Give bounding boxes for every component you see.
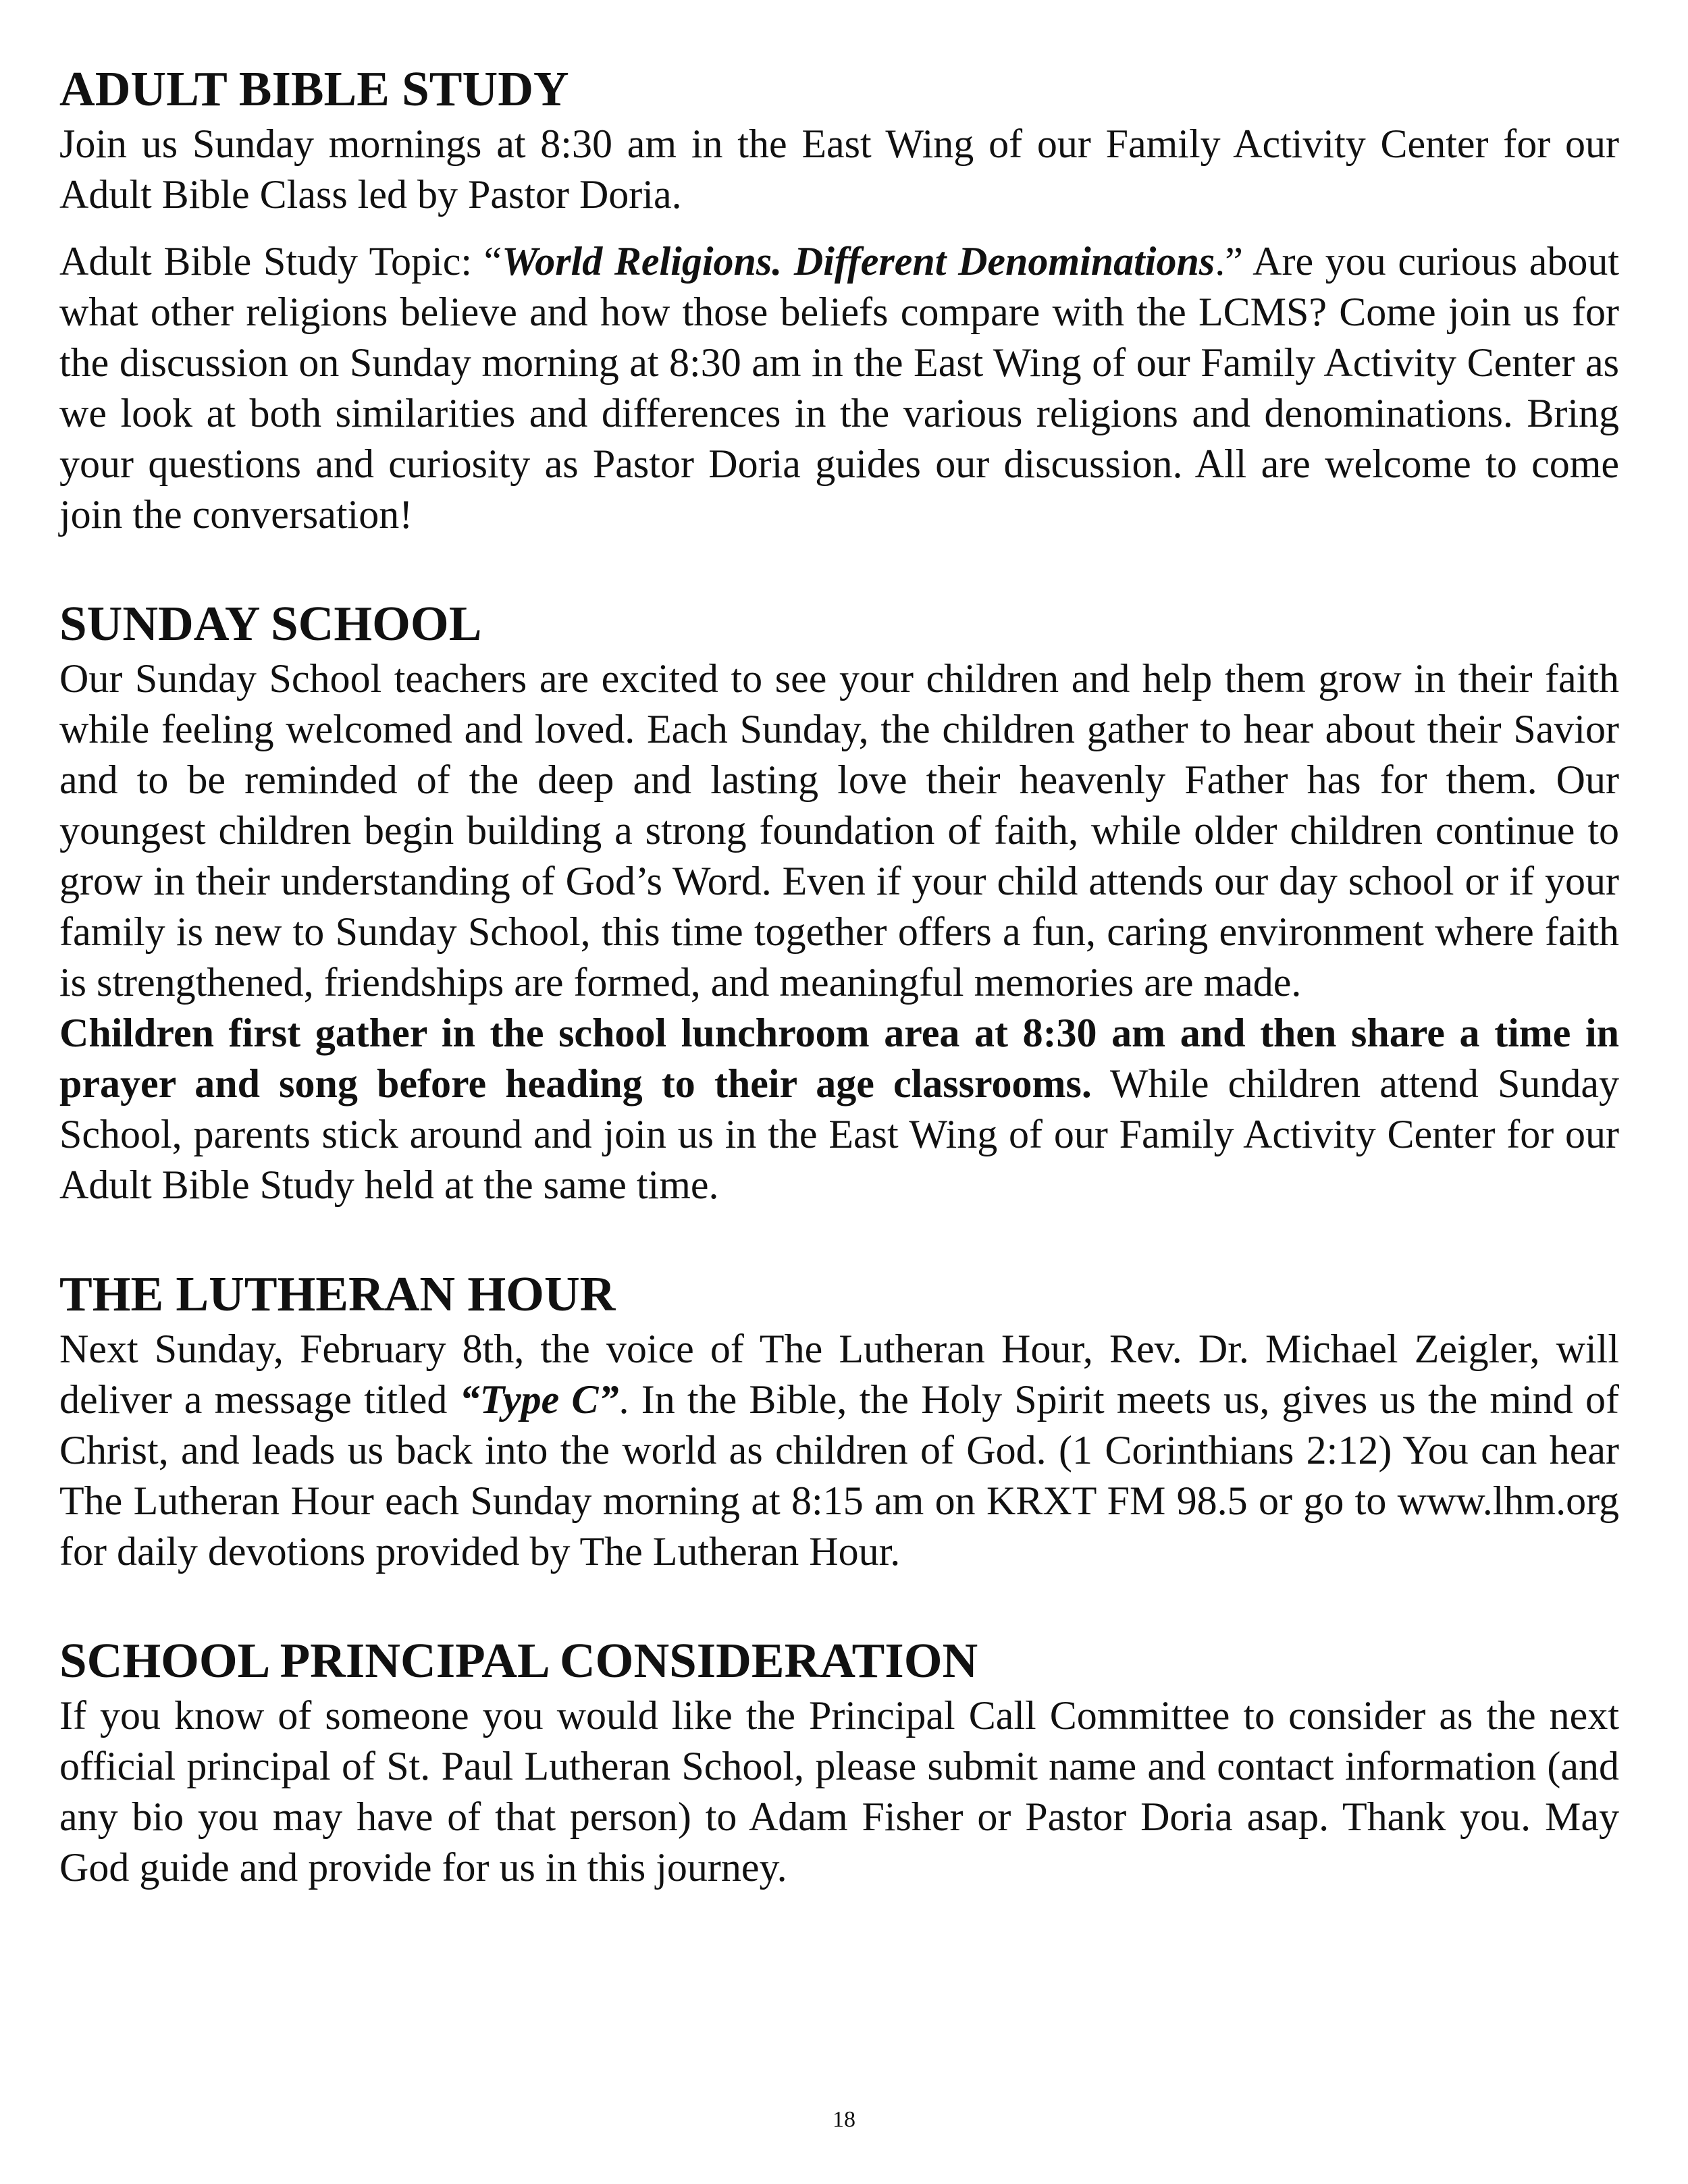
sunday-school-schedule-bold: Children first gather in the school lunchroom area at 8:30 am and then share a time in prayer and song before heading to their age classrooms. <box>59 1011 1619 1106</box>
adult-bible-study-intro: Join us Sunday mornings at 8:30 am in the East Wing of our Family Activity Center for our Adult Bible Class led by Pastor Doria. <box>59 122 1619 217</box>
section-spacer <box>59 1577 1619 1631</box>
adult-bible-study-section <box>59 59 1619 540</box>
lutheran-hour-rest: . In the Bible, the Holy Spirit meets us, gives us the mind of Christ, and leads us back into the world as children of God. (1 Corinthians 2:12) You can hear The Lutheran Hour each Sunday morning at 8:15 am on KRXT FM 98.5 or go to www.lhm.org for daily devotions provided by The Lutheran Hour. <box>59 1377 1619 1574</box>
adult-bible-study-heading: ADULT BIBLE STUDY <box>59 61 569 116</box>
topic-description: .” Are you curious about what other religions believe and how those beliefs compare with the LCMS? Come join us for the discussion on Sunday morning at 8:30 am in the East Wing of our Family Activity Center as we look at both similarities and differences in the various religions and denominations. Bring your questions and curiosity as Pastor Doria guides our discussion. All are welcome to come join the conversation! <box>59 239 1619 537</box>
lutheran-hour-heading: THE LUTHERAN HOUR <box>59 1267 616 1321</box>
page-number: 18 <box>833 2107 855 2132</box>
message-title: “Type C” <box>459 1377 619 1422</box>
principal-consideration-heading: SCHOOL PRINCIPAL CONSIDERATION <box>59 1633 978 1688</box>
principal-consideration-paragraph: If you know of someone you would like the Principal Call Committee to consider as the next official principal of St. Paul Lutheran School, please submit name and contact information (and any bio you may have of that person) to Adam Fisher or Pastor Doria asap. Thank you. May God guide and provide for us in this journey. <box>59 1693 1619 1890</box>
sunday-school-section <box>59 594 1619 1210</box>
sunday-school-heading: SUNDAY SCHOOL <box>59 596 482 651</box>
topic-title: World Religions. Different Denominations <box>502 239 1215 284</box>
section-spacer <box>59 540 1619 594</box>
section-spacer <box>59 1210 1619 1264</box>
newsletter-page <box>59 59 1619 1893</box>
adult-bible-study-topic-paragraph <box>59 236 1619 540</box>
lutheran-hour-lead: Next Sunday, February 8th, the voice of The Lutheran Hour, Rev. Dr. Michael Zeigler, will deliver a message titled <box>59 1327 1619 1422</box>
lutheran-hour-section <box>59 1264 1619 1577</box>
topic-lead-text: Adult Bible Study Topic: “ <box>59 239 502 284</box>
sunday-school-schedule-rest: While children attend Sunday School, parents stick around and join us in the East Wing of our Family Activity Center for our Adult Bible Study held at the same time. <box>59 1061 1619 1207</box>
lutheran-hour-paragraph <box>59 1324 1619 1577</box>
principal-consideration-section <box>59 1631 1619 1893</box>
sunday-school-schedule <box>59 1008 1619 1210</box>
sunday-school-description: Our Sunday School teachers are excited to see your children and help them grow in their faith while feeling welcomed and loved. Each Sunday, the children gather to hear about their Savior and to be reminded of the deep and lasting love their heavenly Father has for them. Our youngest children begin building a strong foundation of faith, while older children continue to grow in their understanding of God’s Word. Even if your child attends our day school or if your family is new to Sunday School, this time together offers a fun, caring environment where faith is strengthened, friendships are formed, and meaningful memories are made. <box>59 656 1619 1005</box>
